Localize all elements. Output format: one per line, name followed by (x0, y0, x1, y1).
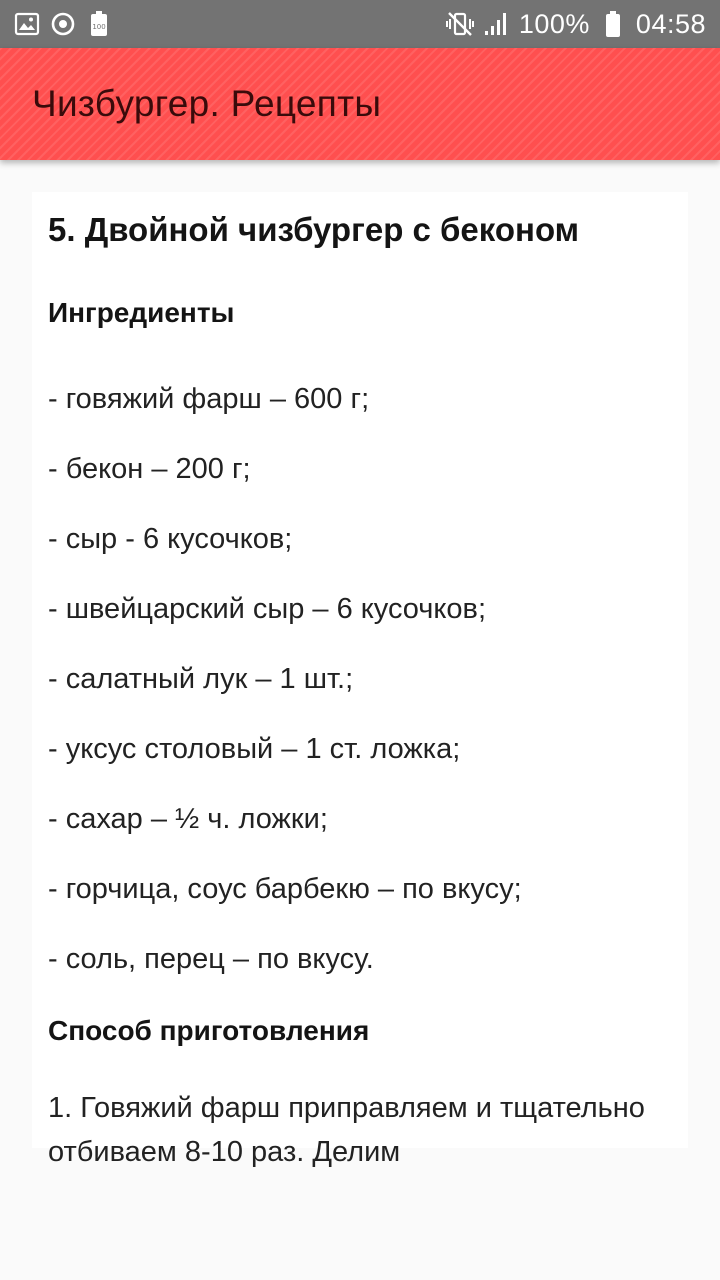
steps-list (48, 1086, 672, 1174)
ingredient-item: - уксус столовый – 1 ст. ложка; (48, 733, 461, 765)
battery-small-icon (86, 11, 112, 37)
sync-icon (50, 11, 76, 37)
method-heading: Способ приготовления (48, 1015, 370, 1046)
battery-percent: 100% (518, 8, 590, 39)
ingredient-item: - швейцарский сыр – 6 кусочков; (48, 593, 487, 625)
recipe-title: 5. Двойной чизбургер с беконом (48, 211, 580, 248)
step-item: 1. Говяжий фарш приправляем и тщательно отбиваем 8-10 раз. Делим (48, 1092, 645, 1168)
status-bar (0, 0, 720, 48)
status-right (447, 9, 706, 40)
app-bar (0, 48, 720, 160)
app-title: Чизбургер. Рецепты (32, 83, 382, 124)
battery-small-label: 100 (92, 23, 106, 31)
ingredient-item: - сыр - 6 кусочков; (48, 523, 293, 555)
clock: 04:58 (635, 8, 706, 39)
ingredients-heading: Ингредиенты (48, 297, 235, 328)
recipe-content[interactable] (32, 192, 688, 1168)
signal-icon (483, 11, 509, 37)
ingredient-item: - соль, перец – по вкусу. (48, 943, 374, 975)
ingredient-item: - сахар – ½ ч. ложки; (48, 803, 328, 835)
gallery-icon (14, 11, 40, 37)
ingredient-item: - горчица, соус барбекю – по вкусу; (48, 873, 522, 905)
vibrate-mute-icon (447, 11, 473, 37)
ingredient-item: - бекон – 200 г; (48, 453, 251, 485)
battery-icon (600, 11, 626, 37)
ingredient-item: - салатный лук – 1 шт.; (48, 663, 354, 695)
status-left (14, 11, 112, 37)
ingredients-list (48, 364, 672, 994)
ingredient-item: - говяжий фарш – 600 г; (48, 383, 370, 415)
